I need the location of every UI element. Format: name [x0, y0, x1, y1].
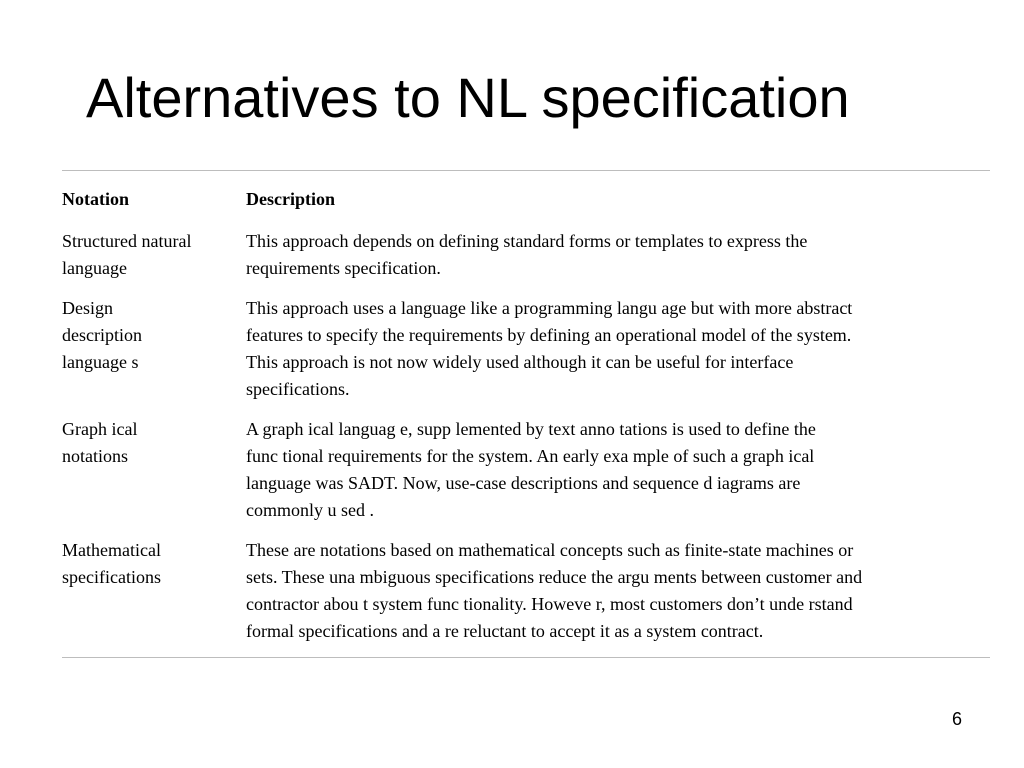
table-row	[62, 537, 990, 658]
table-row	[62, 416, 990, 537]
table-row	[62, 295, 990, 416]
notation-table	[62, 170, 990, 658]
description-cell: These are notations based on mathematical concepts such as finite-state machines or sets. These una mbiguous specifications reduce the argu ments between customer and contractor abou t system func tionality. Howeve r, most customers don’t unde rstand formal specifications and a re reluctant to accept it as a system contract.	[246, 540, 863, 641]
notation-cell: Structured natural language	[62, 231, 192, 278]
description-cell: This approach uses a language like a programming langu age but with more abstract features to specify the requirements by defining an operational model of the system. This approach is not now widely used although it can be useful for interface specifications.	[246, 298, 853, 399]
header-description: Description	[246, 189, 335, 209]
description-cell: A graph ical languag e, supp lemented by text anno tations is used to define the func tional requirements for the system. An early exa mple of such a graph ical language was SADT. Now, use-case descriptions and sequence d iagrams are commonly u sed .	[246, 419, 816, 520]
table-header-row	[62, 171, 990, 229]
notation-cell: Graph ical notations	[62, 419, 138, 466]
page-number: 6	[952, 709, 963, 729]
notation-cell: Design description language s	[62, 298, 142, 372]
slide-title: Alternatives to NL specification	[86, 66, 850, 129]
header-notation: Notation	[62, 189, 129, 209]
notation-cell: Mathematical specifications	[62, 540, 161, 587]
table-row	[62, 228, 990, 295]
description-cell: This approach depends on defining standard forms or templates to express the requirements specification.	[246, 231, 808, 278]
